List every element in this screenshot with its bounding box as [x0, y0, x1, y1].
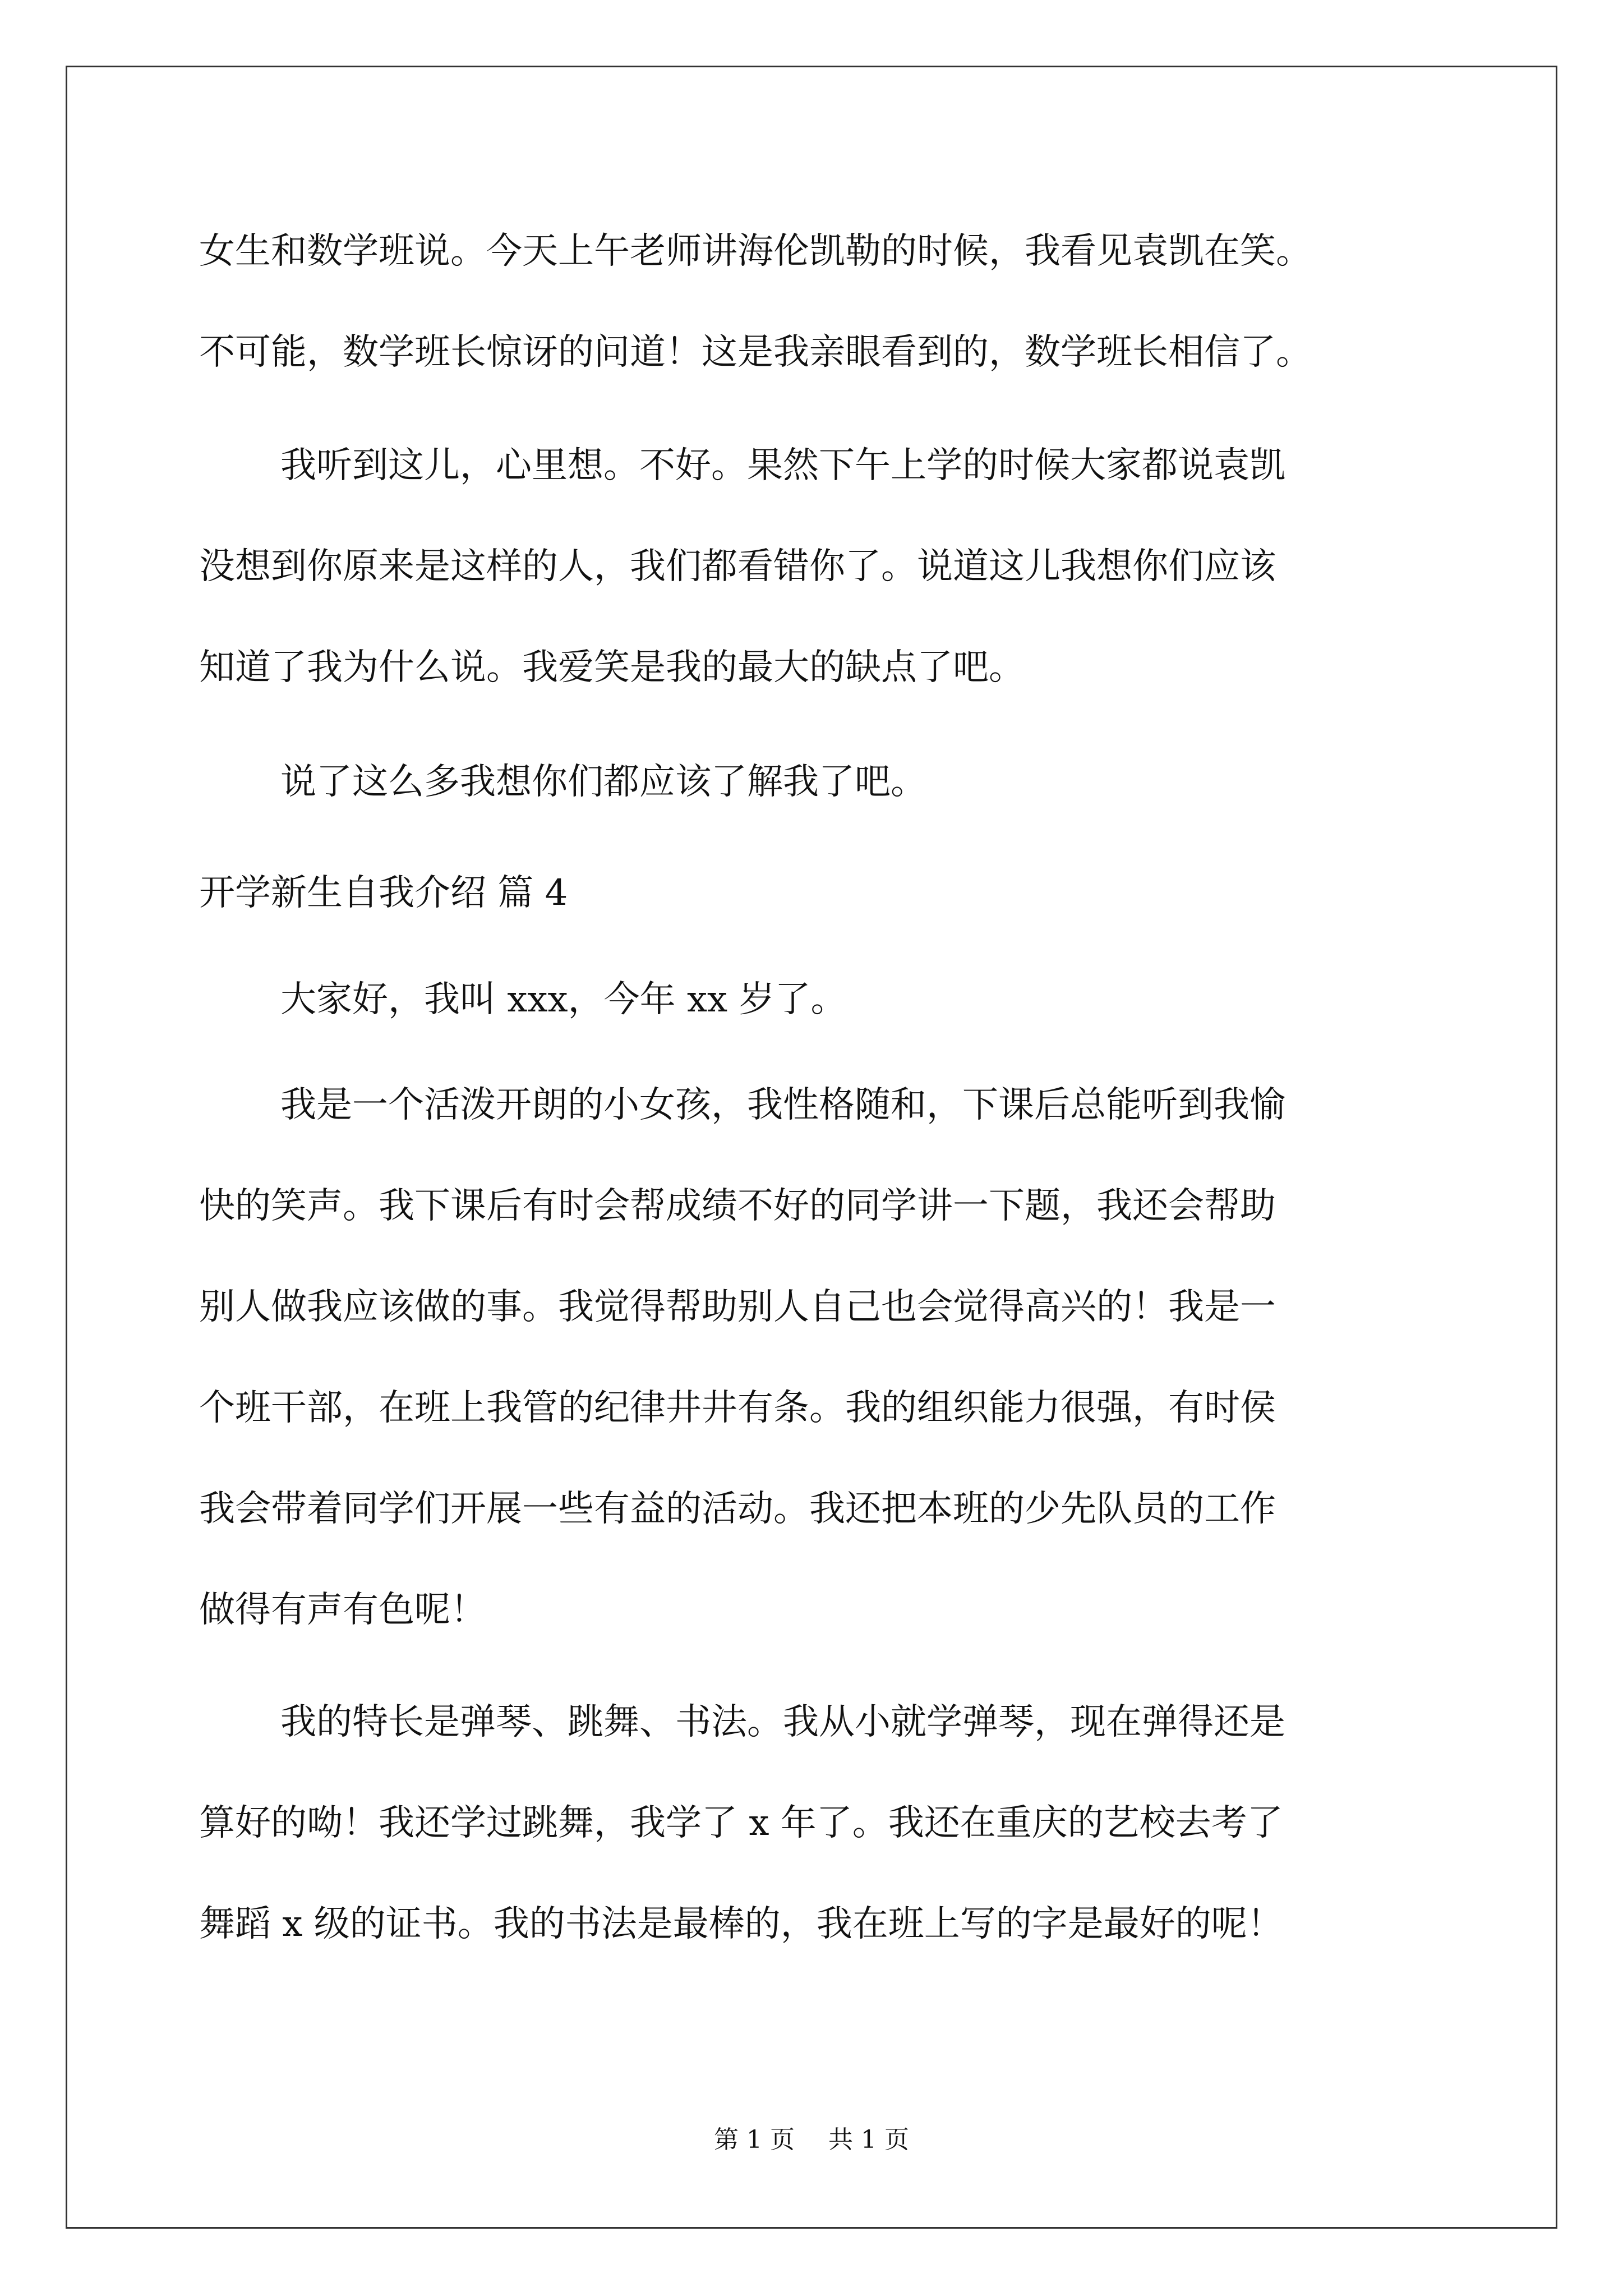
paragraph-line: 我是一个活泼开朗的小女孩，我性格随和，下课后总能听到我愉	[280, 1084, 1285, 1126]
paragraph-line: 说了这么多我想你们都应该了解我了吧。	[280, 761, 926, 803]
paragraph-line: 我的特长是弹琴、跳舞、书法。我从小就学弹琴，现在弹得还是	[280, 1701, 1285, 1743]
paragraph-line: 我听到这儿，心里想。不好。果然下午上学的时候大家都说袁凯	[280, 445, 1285, 486]
paragraph-line: 快的笑声。我下课后有时会帮成绩不好的同学讲一下题，我还会帮助	[199, 1185, 1276, 1227]
page-number: 第 1 页	[714, 2125, 795, 2154]
paragraph-line: 个班干部，在班上我管的纪律井井有条。我的组织能力很强，有时侯	[199, 1387, 1276, 1429]
paragraph-line: 大家好，我叫 xxx，今年 xx 岁了。	[280, 979, 847, 1020]
paragraph-line: 算好的呦！我还学过跳舞，我学了 x 年了。我还在重庆的艺校去考了	[199, 1802, 1283, 1844]
page-total: 共 1 页	[828, 2125, 909, 2154]
paragraph-line: 不可能，数学班长惊讶的问道！这是我亲眼看到的，数学班长相信了。	[199, 332, 1312, 373]
paragraph-line: 舞蹈 x 级的证书。我的书法是最棒的，我在班上写的字是最好的呢！	[199, 1903, 1283, 1945]
paragraph-line: 知道了我为什么说。我爱笑是我的最大的缺点了吧。	[199, 647, 1025, 688]
page-footer	[0, 2123, 1623, 2157]
paragraph-line: 我会带着同学们开展一些有益的活动。我还把本班的少先队员的工作	[199, 1488, 1276, 1530]
section-heading: 开学新生自我介绍 篇 4	[199, 872, 568, 914]
paragraph-line: 做得有声有色呢！	[199, 1589, 486, 1631]
paragraph-line: 没想到你原来是这样的人，我们都看错你了。说道这儿我想你们应该	[199, 546, 1276, 587]
paragraph-line: 别人做我应该做的事。我觉得帮助别人自己也会觉得高兴的！我是一	[199, 1286, 1276, 1328]
paragraph-line: 女生和数学班说。今天上午老师讲海伦凯勒的时候，我看见袁凯在笑。	[199, 231, 1312, 272]
